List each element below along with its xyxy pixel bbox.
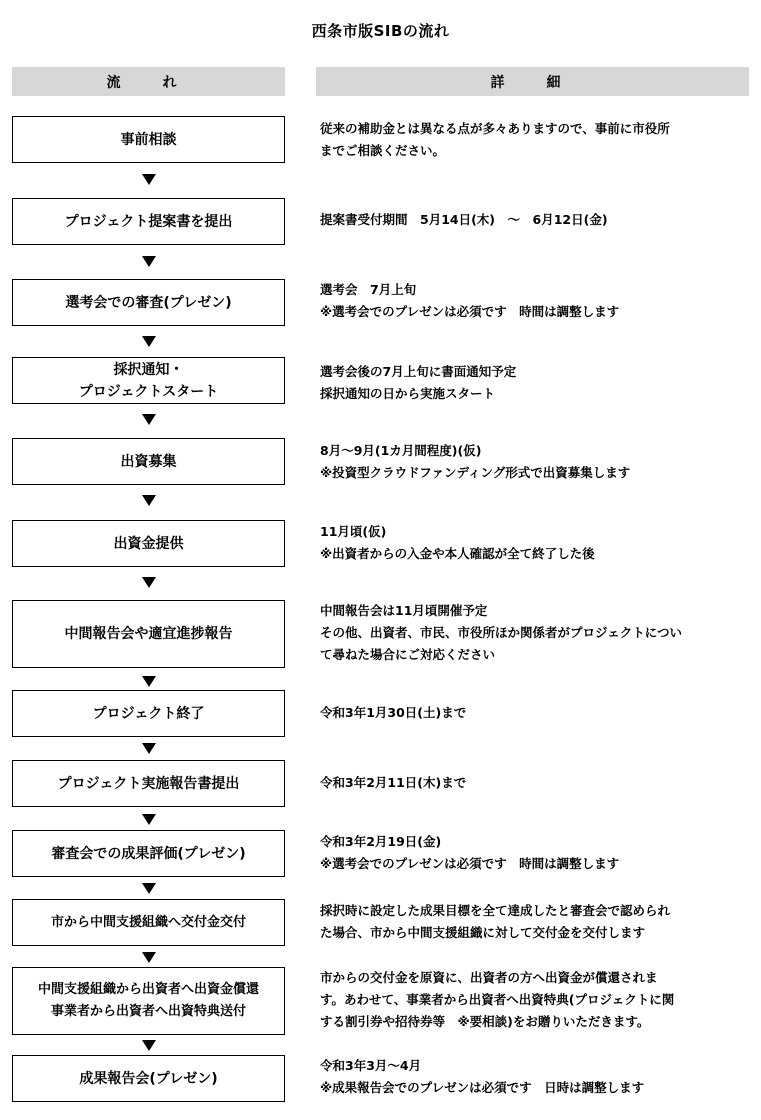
- down-arrow-icon: [142, 814, 156, 825]
- step-detail-grant-payment: 採択時に設定した成果目標を全て達成したと審査会で認められ た場合、市から中間支援組織に対して交付金を交付します: [320, 903, 671, 940]
- down-arrow-icon: [142, 256, 156, 267]
- step-box-outcome-presentation: 成果報告会(プレゼン): [12, 1055, 285, 1102]
- step-box-proposal-submission: プロジェクト提案書を提出: [12, 198, 285, 245]
- detail-column-header: 詳 細: [316, 67, 749, 96]
- page-title: 西条市版SIBの流れ: [311, 22, 450, 40]
- step-detail-proposal-submission: 提案書受付期間 5月14日(木) ～ 6月12日(金): [320, 212, 608, 227]
- step-box-investment-recruitment: 出資募集: [12, 438, 285, 485]
- flow-column-header: 流 れ: [12, 67, 285, 96]
- down-arrow-icon: [142, 883, 156, 894]
- step-detail-project-end: 令和3年1月30日(土)まで: [320, 705, 467, 720]
- step-detail-selection-review: 選考会 7月上旬 ※選考会でのプレゼンは必須です 時間は調整します: [320, 282, 620, 319]
- step-box-repayment-and-benefits: 中間支援組織から出資者へ出資金償還 事業者から出資者へ出資特典送付: [12, 967, 285, 1035]
- step-box-outcome-evaluation: 審査会での成果評価(プレゼン): [12, 830, 285, 877]
- step-detail-outcome-presentation: 令和3年3月～4月 ※成果報告会でのプレゼンは必須です 日時は調整します: [320, 1058, 645, 1095]
- down-arrow-icon: [142, 174, 156, 185]
- down-arrow-icon: [142, 336, 156, 347]
- down-arrow-icon: [142, 1040, 156, 1051]
- step-box-grant-payment: 市から中間支援組織へ交付金交付: [12, 899, 285, 946]
- step-detail-investment-provision: 11月頃(仮) ※出資者からの入金や本人確認が全て終了した後: [320, 524, 595, 561]
- step-box-interim-report: 中間報告会や適宜進捗報告: [12, 600, 285, 668]
- step-detail-adoption-notice: 選考会後の7月上旬に書面通知予定 採択通知の日から実施スタート: [320, 364, 517, 401]
- step-detail-implementation-report: 令和3年2月11日(木)まで: [320, 775, 467, 790]
- step-box-implementation-report: プロジェクト実施報告書提出: [12, 760, 285, 807]
- step-box-selection-review: 選考会での審査(プレゼン): [12, 279, 285, 326]
- step-detail-investment-recruitment: 8月～9月(1カ月間程度)(仮) ※投資型クラウドファンディング形式で出資募集します: [320, 443, 631, 480]
- step-detail-repayment-and-benefits: 市からの交付金を原資に、出資者の方へ出資金が償還されま す。あわせて、事業者から出資者へ出資特典(プロジェクトに関 する割引券や招待券等 ※要相談)をお贈りいただきます。: [320, 970, 675, 1029]
- step-box-project-end: プロジェクト終了: [12, 690, 285, 737]
- step-box-consultation: 事前相談: [12, 116, 285, 163]
- step-box-adoption-notice: 採択通知・ プロジェクトスタート: [12, 357, 285, 404]
- step-detail-consultation: 従来の補助金とは異なる点が多々ありますので、事前に市役所 までご相談ください。: [320, 121, 670, 158]
- step-detail-interim-report: 中間報告会は11月頃開催予定 その他、出資者、市民、市役所ほか関係者がプロジェクトについ て尋ねた場合にご対応ください: [320, 603, 683, 662]
- down-arrow-icon: [142, 495, 156, 506]
- step-box-investment-provision: 出資金提供: [12, 520, 285, 567]
- down-arrow-icon: [142, 414, 156, 425]
- down-arrow-icon: [142, 676, 156, 687]
- step-detail-outcome-evaluation: 令和3年2月19日(金) ※選考会でのプレゼンは必須です 時間は調整します: [320, 834, 620, 871]
- down-arrow-icon: [142, 952, 156, 963]
- down-arrow-icon: [142, 743, 156, 754]
- down-arrow-icon: [142, 577, 156, 588]
